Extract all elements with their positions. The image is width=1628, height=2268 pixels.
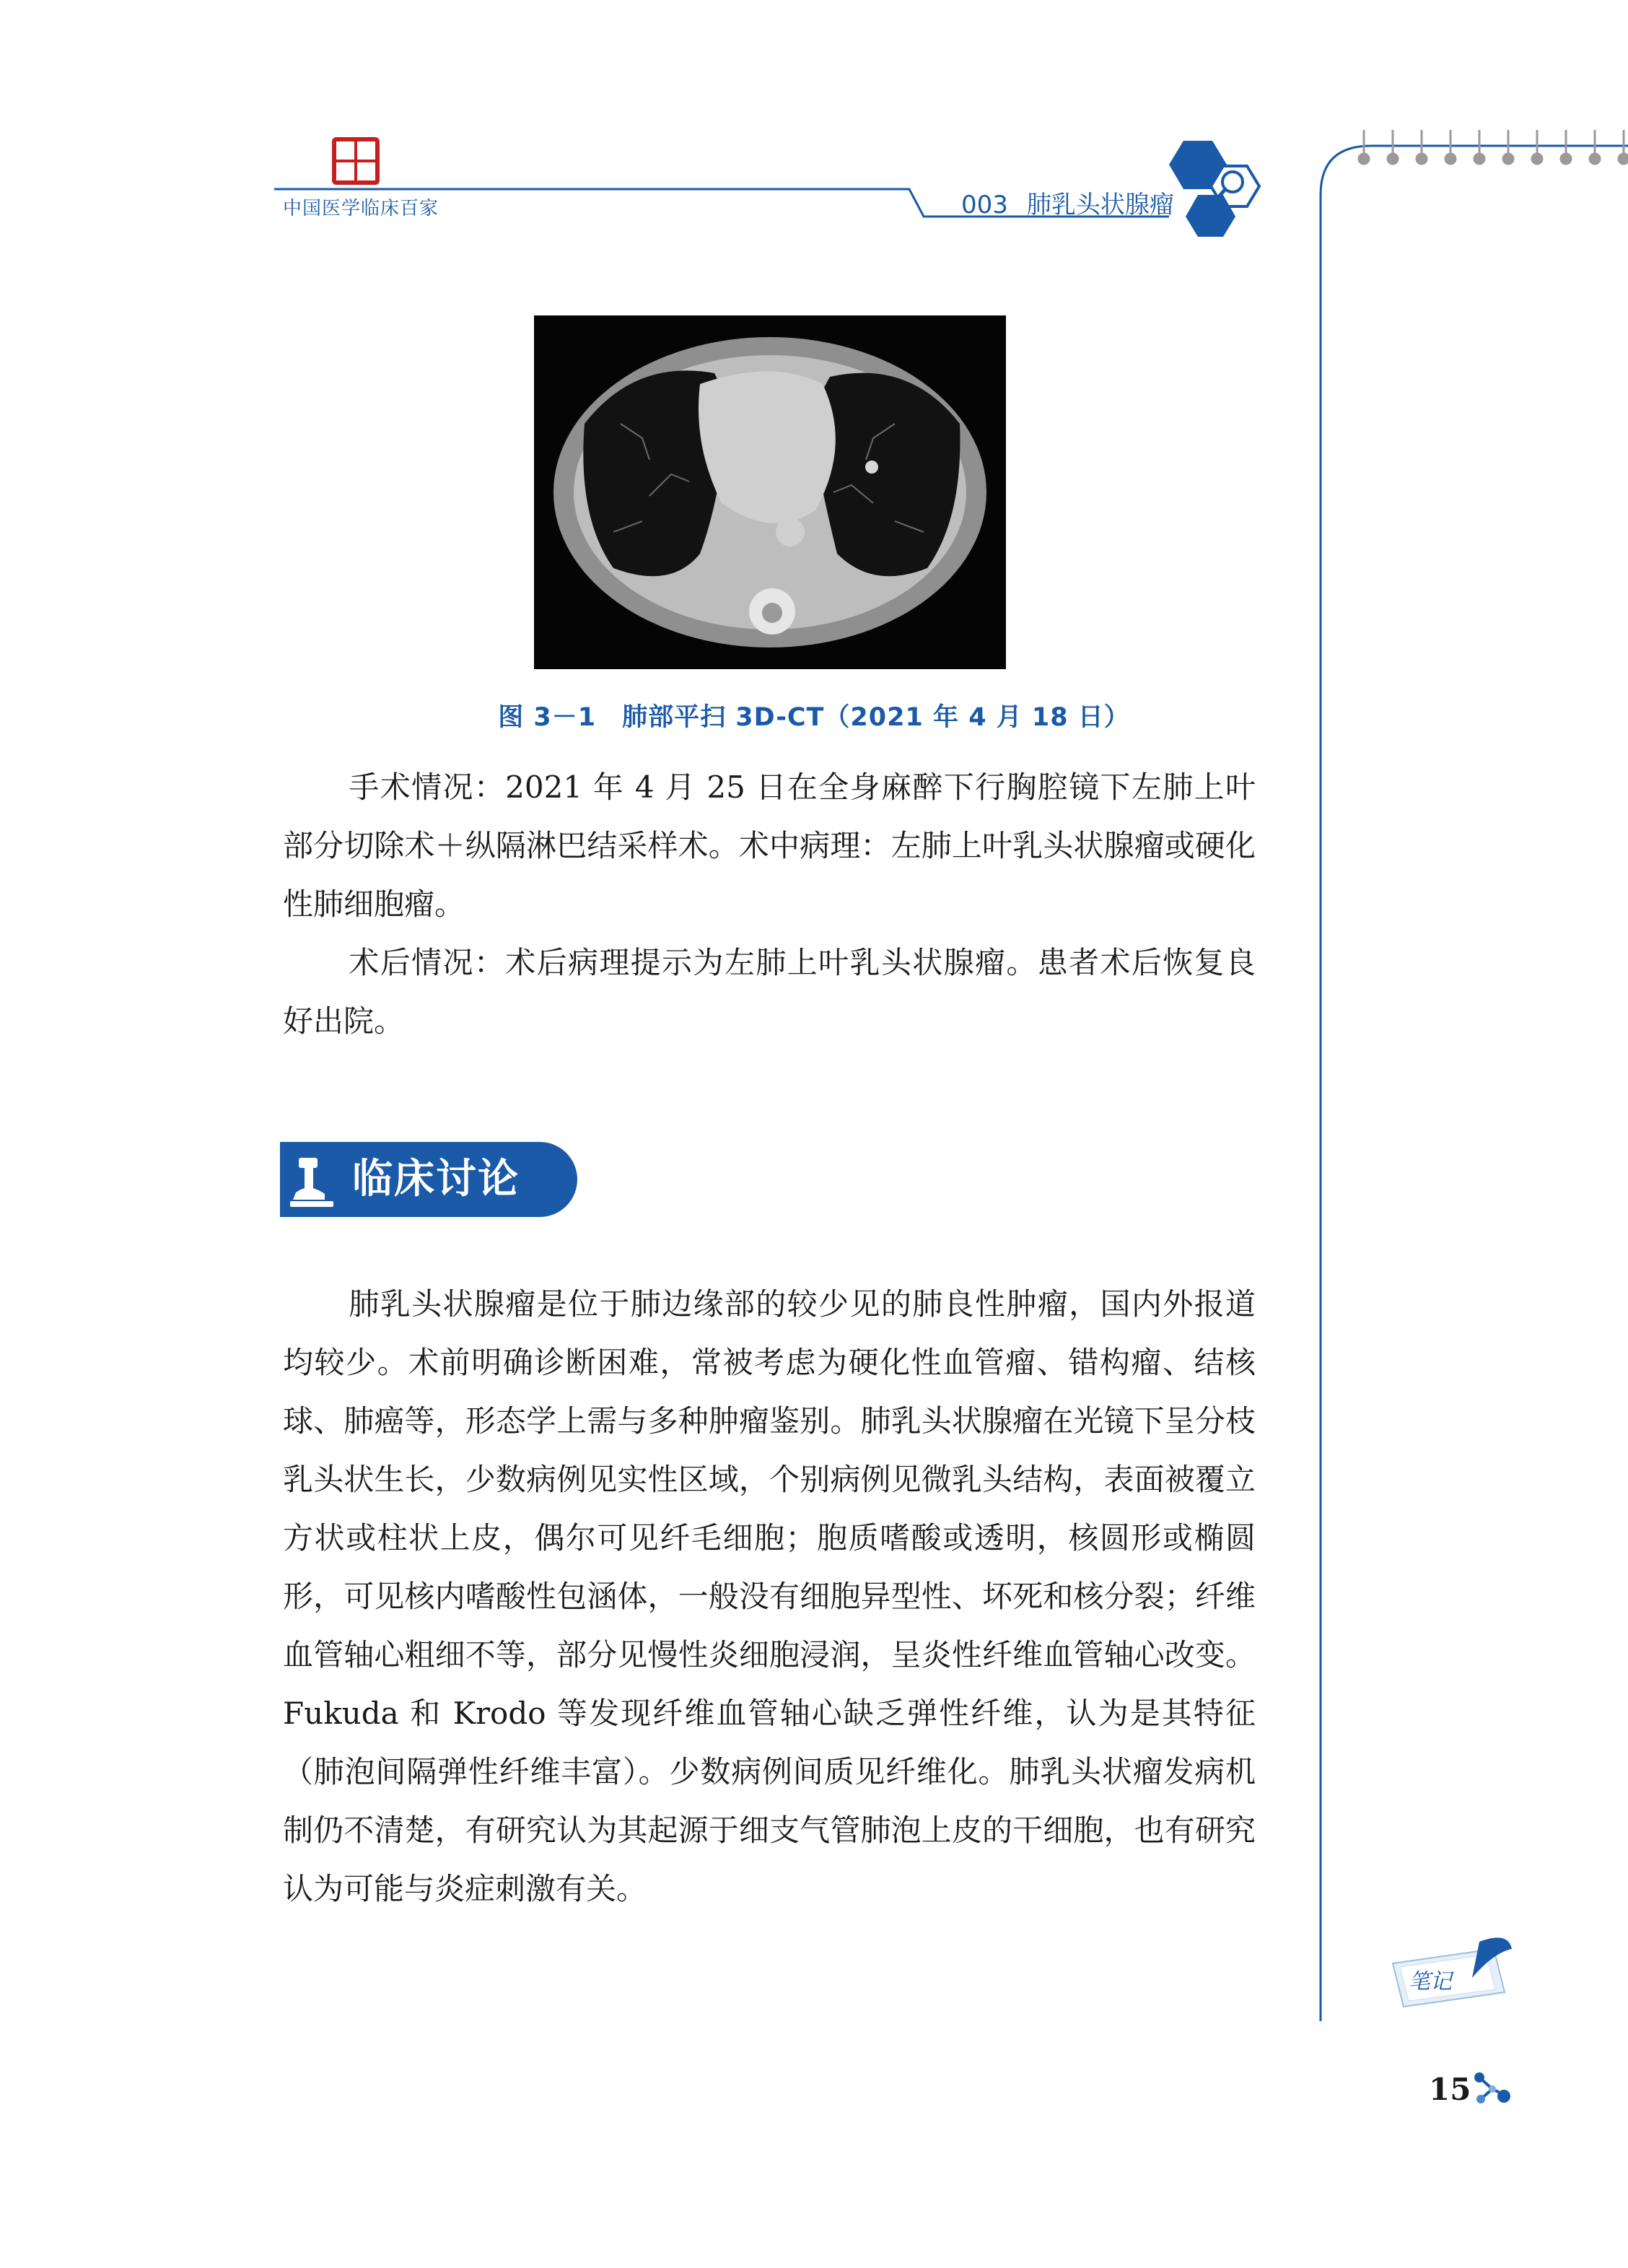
chapter-number: 003 — [961, 191, 1008, 219]
chapter-heading — [961, 185, 1174, 220]
notebook-margin — [1292, 130, 1628, 2043]
ct-scan-image — [534, 315, 1006, 669]
chapter-title: 肺乳头状腺瘤 — [1026, 191, 1174, 219]
discussion-paragraph: 肺乳头状腺瘤是位于肺边缘部的较少见的肺良性肿瘤，国内外报道均较少。术前明确诊断困难，常被考虑为硬化性血管瘤、错构瘤、结核球、肺癌等，形态学上需与多种肿瘤鉴别。肺乳头状腺瘤在光镜下呈分枝乳头状生长，少数病例见实性区域，个别病例见微乳头结构，表面被覆立方状或柱状上皮，偶尔可见纤毛细胞；胞质嗜酸或透明，核圆形或椭圆形，可见核内嗜酸性包涵体，一般没有细胞异型性、坏死和核分裂；纤维血管轴心粗细不等，部分见慢性炎细胞浸润，呈炎性纤维血管轴心改变。Fukuda 和 Krodo 等发现纤维血管轴心缺乏弹性纤维，认为是其特征（肺泡间隔弹性纤维丰富）。少数病例间质见纤维化。肺乳头状瘤发病机制仍不清楚，有研究认为其起源于细支气管肺泡上皮的干细胞，也有研究认为可能与炎症刺激有关。 — [283, 1286, 1256, 1906]
section-title: 临床讨论 — [352, 1156, 520, 1203]
page-number: 15 — [1429, 2072, 1471, 2107]
figure-caption: 图 3－1 肺部平扫 3D-CT（2021 年 4 月 18 日） — [498, 703, 1130, 732]
molecule-icon — [1471, 2069, 1511, 2108]
hexagon-magnifier-icon — [1155, 137, 1263, 238]
postop-paragraph: 术后情况：术后病理提示为左肺上叶乳头状腺瘤。患者术后恢复良好出院。 — [283, 945, 1256, 1039]
publisher-seal-logo — [332, 137, 380, 185]
notes-label: 笔记 — [1409, 1969, 1452, 1994]
surgery-paragraph: 手术情况：2021 年 4 月 25 日在全身麻醉下行胸腔镜下左肺上叶部分切除术＋纵隔淋巴结采样术。术中病理：左肺上叶乳头状腺瘤或硬化性肺细胞瘤。 — [283, 769, 1256, 922]
series-brand: 中国医学临床百家 — [283, 198, 439, 219]
